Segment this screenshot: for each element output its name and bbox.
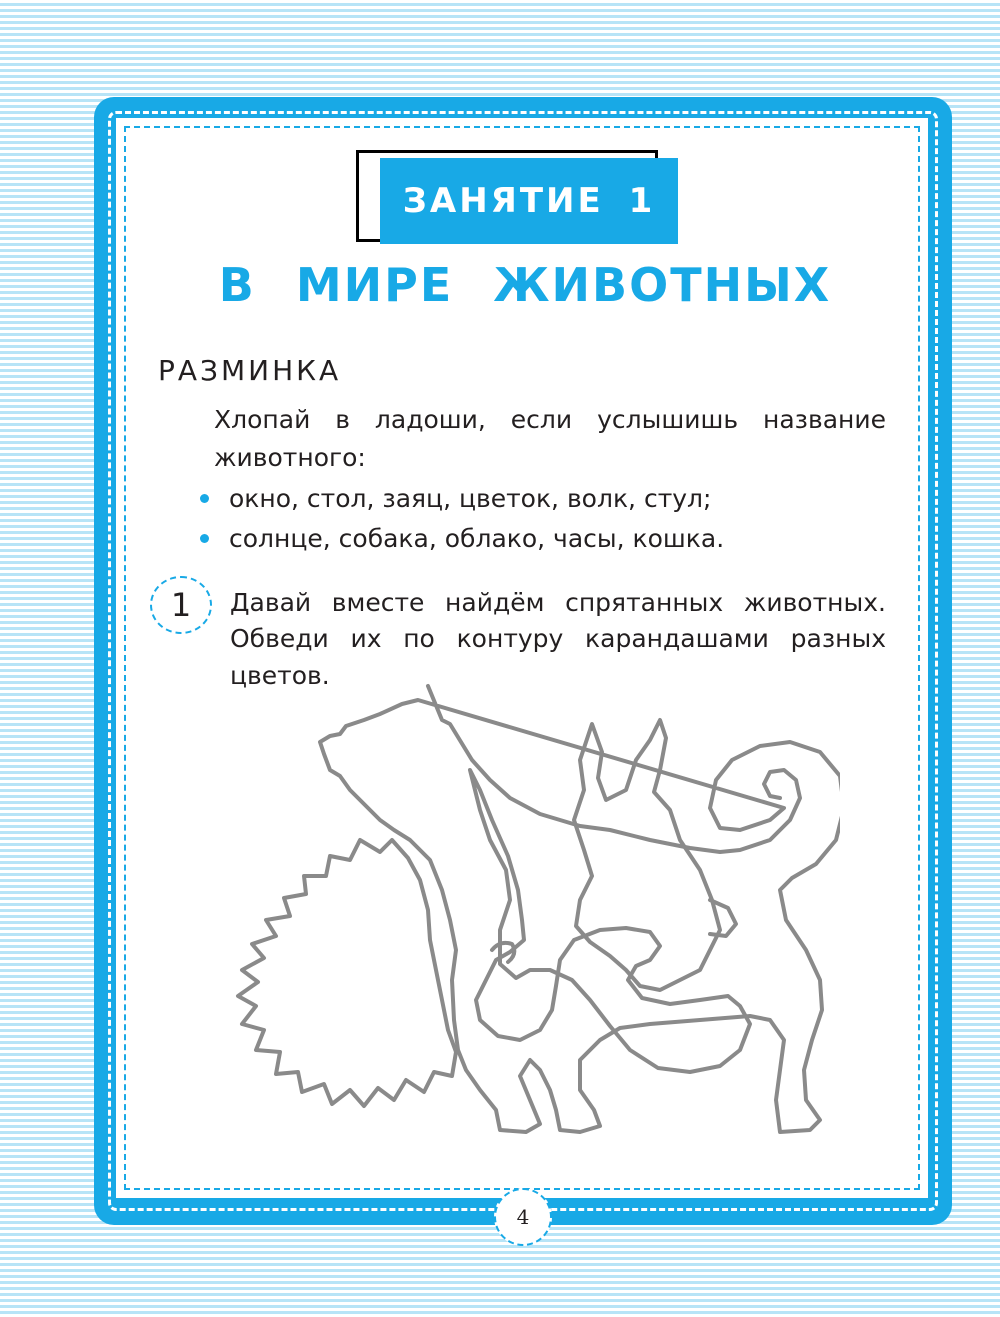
fox-outline <box>470 770 750 1072</box>
warmup-heading: РАЗМИНКА <box>158 354 342 387</box>
hidden-animals-drawing <box>180 680 840 1150</box>
hedgehog-outline <box>238 840 456 1106</box>
squirrel-outline <box>574 720 736 990</box>
page-title: В МИРЕ ЖИВОТНЫХ <box>218 258 832 312</box>
warmup-item-text: окно, стол, заяц, цветок, волк, стул; <box>229 484 712 513</box>
warmup-list-item <box>200 480 711 518</box>
task-number-badge <box>150 576 212 634</box>
bullet-icon <box>200 534 209 543</box>
bullet-icon <box>200 494 209 503</box>
warmup-list-item <box>200 520 724 558</box>
lesson-label: ЗАНЯТИЕ 1 <box>402 181 656 221</box>
task-text: Давай вместе найдём спрятанных животных. Обведи их по контуру карандашами разных цветов. <box>230 588 886 690</box>
page-number: 4 <box>516 1205 530 1229</box>
warmup-instruction: Хлопай в ладоши, если услышишь название животного: <box>214 405 886 472</box>
warmup-item-text: солнце, собака, облако, часы, кошка. <box>229 524 725 553</box>
lesson-label-box <box>380 158 678 244</box>
page-number-badge <box>494 1188 552 1246</box>
task-number: 1 <box>170 586 192 624</box>
